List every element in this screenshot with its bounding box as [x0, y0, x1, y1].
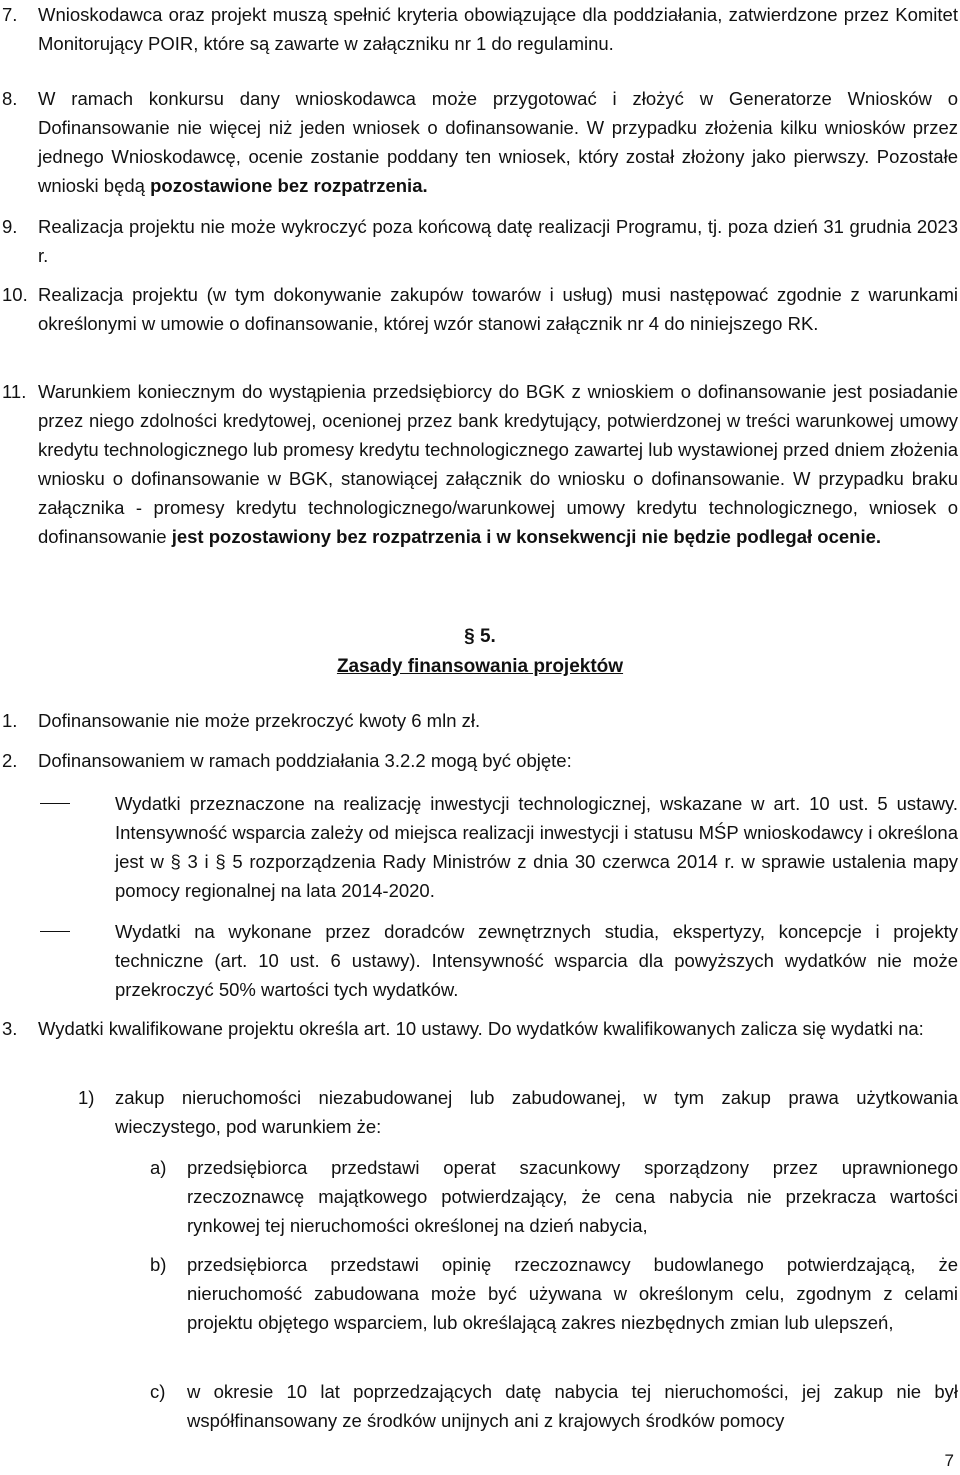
item-text-regular: Warunkiem koniecznym do wystąpienia przedsiębiorcy do BGK z wnioskiem o dofinansowanie jest posiadanie przez niego zdolności kredytowej, ocenionej przez bank kredytujący, potwierdzonej w treści warunkowej umowy kredytu technologicznego lub promesy kredytu technologicznego zawartej lub wystawionej przed dniem złożenia wniosku o dofinansowanie w BGK, stanowiącej załącznik do wniosku o dofinansowanie. W przypadku braku załącznika - promesy kredytu technologicznego/warunkowej umowy kredytu technologicznego, wniosek o dofinansowanie: [38, 381, 958, 547]
section-title: [0, 652, 960, 681]
list-item-10: [0, 280, 958, 338]
fin-item-2: [0, 746, 958, 775]
page-number: 7: [944, 1451, 954, 1470]
list-item-7: [0, 0, 958, 58]
item-text: Realizacja projektu nie może wykroczyć poza końcową datę realizacji Programu, tj. poza dzień 31 grudnia 2023 r.: [38, 216, 958, 266]
item-number: 7.: [2, 4, 18, 25]
item-number: b): [150, 1254, 167, 1275]
dash-item-2: [0, 917, 958, 1004]
item-text: Wnioskodawca oraz projekt muszą spełnić kryteria obowiązujące dla poddziałania, zatwierdzone przez Komitet Monitorujący POIR, które są zawarte w załączniku nr 1 do regulaminu.: [38, 4, 958, 54]
fin-item-1: [0, 706, 958, 735]
item-number: 8.: [2, 88, 18, 109]
item-number: 9.: [2, 216, 18, 237]
item-number: 1.: [2, 710, 18, 731]
item-text: Dofinansowanie nie może przekroczyć kwoty 6 mln zł.: [38, 710, 481, 731]
item-text: przedsiębiorca przedstawi opinię rzeczoznawcy budowlanego potwierdzającą, że nieruchomość zabudowana może być używana w określonym celu, zgodnym z celami projektu objętego wsparciem, lub określającą zakres niezbędnych zmian lub ulepszeń,: [187, 1254, 958, 1333]
item-text: Wydatki przeznaczone na realizację inwestycji technologicznej, wskazane w art. 10 ust. 5 ustawy. Intensywność wsparcia zależy od miejsca realizacji inwestycji i statusu MŚP wnioskodawcy i określona jest w § 3 i § 5 rozporządzenia Rady Ministrów z dnia 30 czerwca 2014 r. w sprawie ustalenia mapy pomocy regionalnej na lata 2014-2020.: [115, 793, 958, 901]
dash-item-1: [0, 789, 958, 905]
sub-item-a: [0, 1153, 958, 1240]
item-text-bold: jest pozostawiony bez rozpatrzenia i w konsekwencji nie będzie podlegał ocenie.: [171, 526, 882, 547]
item-text: Wydatki kwalifikowane projektu określa art. 10 ustawy. Do wydatków kwalifikowanych zalicza się wydatki na:: [38, 1018, 924, 1039]
section-title-text: Zasady finansowania projektów: [336, 656, 624, 677]
item-number: 3.: [2, 1018, 18, 1039]
item-text: w okresie 10 lat poprzedzających datę nabycia tej nieruchomości, jej zakup nie był współfinansowany ze środków unijnych ani z krajowych środków pomocy: [187, 1381, 958, 1431]
sub-item-1: [0, 1083, 958, 1141]
dash-bullet: [40, 931, 70, 932]
sub-item-c: [0, 1377, 958, 1435]
item-text: zakup nieruchomości niezabudowanej lub zabudowanej, w tym zakup prawa użytkowania wieczystego, pod warunkiem że:: [115, 1087, 958, 1137]
item-number: 11.: [2, 381, 27, 402]
section-number: § 5.: [464, 626, 496, 647]
item-text: [38, 84, 958, 200]
item-number: a): [150, 1157, 167, 1178]
item-number: 1): [78, 1087, 95, 1108]
item-text: Wydatki na wykonane przez doradców zewnętrznych studia, ekspertyzy, koncepcje i projekty techniczne (art. 10 ust. 6 ustawy). Intensywność wsparcia dla powyższych wydatków nie może przekroczyć 50% wartości tych wydatków.: [115, 921, 958, 1000]
item-text: Realizacja projektu (w tym dokonywanie zakupów towarów i usług) musi następować zgodnie z warunkami określonymi w umowie o dofinansowanie, której wzór stanowi załącznik nr 4 do niniejszego RK.: [38, 284, 958, 334]
item-number: 10.: [2, 284, 28, 305]
list-item-9: [0, 212, 958, 270]
sub-item-b: [0, 1250, 958, 1337]
list-item-11: [0, 377, 958, 551]
item-number: c): [150, 1381, 166, 1402]
list-item-8: [0, 84, 958, 200]
item-text: przedsiębiorca przedstawi operat szacunkowy sporządzony przez uprawnionego rzeczoznawcę majątkowego potwierdzający, że cena nabycia nie przekracza wartości rynkowej tej nieruchomości określonej na dzień nabycia,: [187, 1157, 958, 1236]
dash-bullet: [40, 803, 70, 804]
item-text-regular: W ramach konkursu dany wnioskodawca może przygotować i złożyć w Generatorze Wniosków o Dofinansowanie nie więcej niż jeden wniosek o dofinansowanie. W przypadku złożenia kilku wniosków przez jednego Wnioskodawcę, ocenie zostanie poddany ten wniosek, który został złożony jako pierwszy. Pozostałe wnioski będą: [38, 88, 958, 196]
fin-item-3: [0, 1014, 958, 1043]
item-text-bold: pozostawione bez rozpatrzenia.: [150, 175, 428, 196]
item-text: Dofinansowaniem w ramach poddziałania 3.2.2 mogą być objęte:: [38, 750, 572, 771]
item-number: 2.: [2, 750, 18, 771]
item-text: [38, 377, 958, 551]
